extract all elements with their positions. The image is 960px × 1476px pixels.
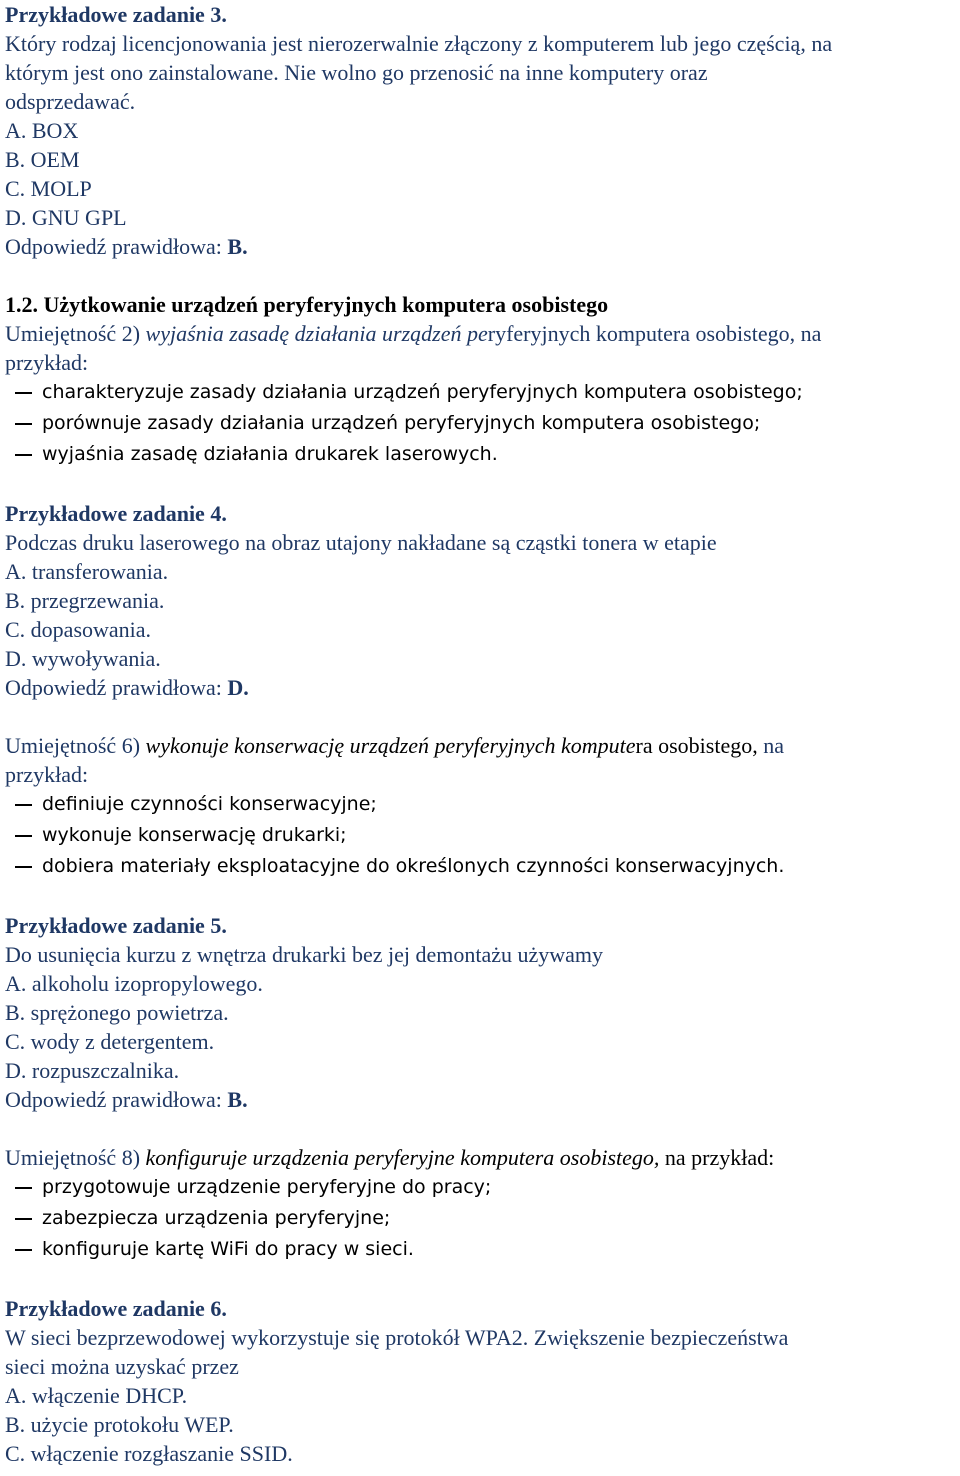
task3-option-a: A. BOX: [5, 118, 79, 143]
task6-question-line-1: W sieci bezprzewodowej wykorzystuje się protokół WPA2. Zwiększenie bezpieczeństwa: [5, 1325, 789, 1350]
skill8-desc: konfiguruje urządzenia peryferyjne komputera osobistego,: [145, 1145, 660, 1170]
list-item: zabezpiecza urządzenia peryferyjne;: [5, 1203, 955, 1234]
section-1-2-title: 1.2. Użytkowanie urządzeń peryferyjnych komputera osobistego: [5, 292, 609, 317]
task6-option-c: C. włączenie rozgłaszanie SSID.: [5, 1441, 293, 1466]
answer-label: Odpowiedź prawidłowa:: [5, 1087, 228, 1112]
list-item: konfiguruje kartę WiFi do pracy w sieci.: [5, 1234, 955, 1265]
task6-question-line-2: sieci można uzyskać przez: [5, 1354, 239, 1379]
skill8-bullets: [5, 1172, 955, 1265]
list-item: wyjaśnia zasadę działania drukarek laserowych.: [5, 439, 955, 470]
dash-bullet: [15, 454, 32, 456]
task5-title: Przykładowe zadanie 5.: [5, 913, 227, 938]
skill6-bullets: [5, 789, 955, 882]
task4-option-b: B. przegrzewania.: [5, 588, 165, 613]
dash-bullet: [15, 1249, 32, 1251]
task3-question-line-2: którym jest ono zainstalowane. Nie wolno go przenosić na inne komputery oraz: [5, 60, 708, 85]
skill2-line2: przykład:: [5, 350, 89, 375]
skill6-line2: przykład:: [5, 762, 89, 787]
task3-option-d: D. GNU GPL: [5, 205, 127, 230]
answer-label: Odpowiedź prawidłowa:: [5, 234, 228, 259]
task4-option-a: A. transferowania.: [5, 559, 169, 584]
list-item: charakteryzuje zasady działania urządzeń peryferyjnych komputera osobistego;: [5, 377, 955, 408]
dash-bullet: [15, 1187, 32, 1189]
task6-option-b: B. użycie protokołu WEP.: [5, 1412, 234, 1437]
answer-value: B.: [227, 234, 248, 259]
task5-option-c: C. wody z detergentem.: [5, 1029, 215, 1054]
answer-value: B.: [227, 1087, 248, 1112]
skill2-bullets: [5, 377, 955, 470]
list-item: dobiera materiały eksploatacyjne do określonych czynności konserwacyjnych.: [5, 851, 955, 882]
task5-answer: [5, 1085, 955, 1114]
task4-title: Przykładowe zadanie 4.: [5, 501, 227, 526]
skill8-prefix: Umiejętność 8): [5, 1145, 146, 1170]
skill6-line: [5, 731, 955, 760]
task3-answer: [5, 232, 955, 261]
answer-value: D.: [227, 675, 249, 700]
task5-option-d: D. rozpuszczalnika.: [5, 1058, 180, 1083]
task6-option-a: A. włączenie DHCP.: [5, 1383, 188, 1408]
task4-option-c: C. dopasowania.: [5, 617, 152, 642]
dash-bullet: [15, 804, 32, 806]
skill8-line: [5, 1143, 955, 1172]
skill2-rest: ryferyjnych komputera osobistego, na: [487, 321, 822, 346]
task6-title: Przykładowe zadanie 6.: [5, 1296, 227, 1321]
list-item: wykonuje konserwację drukarki;: [5, 820, 955, 851]
skill6-rest: ra osobistego,: [635, 733, 764, 758]
skill6-desc: wykonuje konserwację urządzeń peryferyjnych kompute: [145, 733, 636, 758]
task3-question-line-3: odsprzedawać.: [5, 89, 136, 114]
skill2-line: [5, 319, 955, 348]
task5-option-b: B. sprężonego powietrza.: [5, 1000, 229, 1025]
task3-option-c: C. MOLP: [5, 176, 92, 201]
skill8-rest: na przykład:: [659, 1145, 775, 1170]
skill6-rest-blue: na: [763, 733, 784, 758]
task4-question: Podczas druku laserowego na obraz utajony nakładane są cząstki tonera w etapie: [5, 530, 717, 555]
task5-question: Do usunięcia kurzu z wnętrza drukarki bez jej demontażu używamy: [5, 942, 604, 967]
dash-bullet: [15, 1218, 32, 1220]
dash-bullet: [15, 423, 32, 425]
task5-option-a: A. alkoholu izopropylowego.: [5, 971, 263, 996]
list-item: definiuje czynności konserwacyjne;: [5, 789, 955, 820]
skill2-desc: wyjaśnia zasadę działania urządzeń pe: [145, 321, 488, 346]
dash-bullet: [15, 392, 32, 394]
task4-option-d: D. wywoływania.: [5, 646, 161, 671]
task3-question-line-1: Który rodzaj licencjonowania jest nierozerwalnie złączony z komputerem lub jego częścią, na: [5, 31, 833, 56]
task3-option-b: B. OEM: [5, 147, 80, 172]
dash-bullet: [15, 835, 32, 837]
task3-title: Przykładowe zadanie 3.: [5, 2, 227, 27]
list-item: przygotowuje urządzenie peryferyjne do pracy;: [5, 1172, 955, 1203]
task4-answer: [5, 673, 955, 702]
answer-label: Odpowiedź prawidłowa:: [5, 675, 228, 700]
skill2-prefix: Umiejętność 2): [5, 321, 146, 346]
list-item: porównuje zasady działania urządzeń peryferyjnych komputera osobistego;: [5, 408, 955, 439]
skill6-prefix: Umiejętność 6): [5, 733, 146, 758]
dash-bullet: [15, 866, 32, 868]
